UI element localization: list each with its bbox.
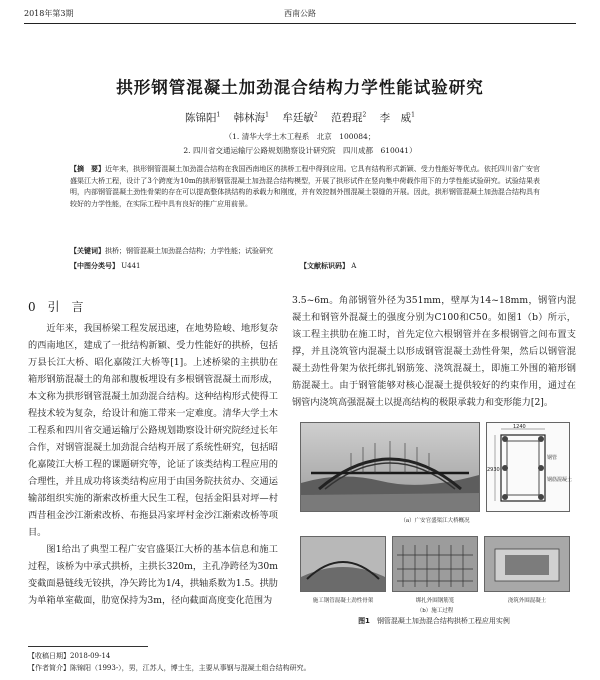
section-title: 引 言 [47,300,84,314]
abstract-text: 近年来，拱形钢管混凝土加劲混合结构在我国西南地区的拱桥工程中得到应用。它具有结构形式新颖、受力性能好等优点。依托四川省广安官盛渠江大桥工程，设计了3个跨度为10m的拱形钢管混凝土加劲混合结构模型，开展了拱形试件在竖向集中荷载作用下的力学性能试验研究。试验结果表明，内部钢管混凝土劲性骨架的存在可以提高整体拱结构的承载力和刚度，并有效控制外围混凝土裂缝的开展。因此，拱形钢管混凝土加劲混合结构具有较好的力学性能，在实际工程中具有良好的推广应用前景。 [70,165,541,208]
bridge-photo [300,422,480,512]
journal-name: 西南公路 [284,9,316,18]
section-width-label: 1240 [513,424,526,430]
subcaption-b3: 浇筑外围混凝土 [507,598,547,604]
section-number: 0 [28,300,36,314]
author: 牟廷敏$^2$ [282,111,318,124]
figure-caption [292,616,576,626]
construction-photo-1 [300,536,386,592]
body-column-left [28,320,278,609]
figure-number: 图1 [358,617,370,625]
author: 韩林海$^1$ [233,111,269,124]
author: 李 威$^1$ [379,111,415,124]
document-code: 【文献标识码】 A [300,262,357,270]
subcaption-b1: 施工钢管混凝土劲性骨架 [312,598,374,604]
tube-label: 钢管 [547,455,558,461]
subcaption-a: （a）广安官盛渠江大桥概况 [400,518,470,524]
keywords-text: 拱桥；钢管混凝土加劲混合结构；力学性能；试验研究 [105,247,273,255]
received-date: 【收稿日期】2018-09-14 [28,652,111,660]
author-bio: 【作者简介】陈锦阳（1993-），男，江苏人，博士生，主要从事钢与混凝土组合结构研究。 [28,664,311,672]
affiliation: 2. 四川省交通运输厅公路规划勘察设计研究院 四川成都 610041） [183,146,417,155]
paragraph: 3.5~6m。角部钢管外径为351mm，壁厚为14~18mm，钢管内混凝土和钢管外混凝土的强度分别为C100和C50。如图1（b）所示，该工程主拱肋在施工时，首先定位六根钢管并在多根钢管之间布置支撑，并且浇筑管内混凝土以形成钢管混凝土劲性骨架，然后以钢管混凝土劲性骨架为依托绑扎钢筋笼、浇筑混凝土，即施工外围的箱形钢筋混凝土。由于钢管能够对核心混凝土提供较好的约束作用，通过在钢管内浇筑高强混凝土以提高结构的极限承载力和变形能力[2]。 [292,295,576,408]
footnote-rule [28,646,148,647]
paragraph: 图1给出了典型工程广安官盛渠江大桥的基本信息和施工过程，该桥为中承式拱桥，主拱长320m，主孔净跨径为30m变截面悬链线无铰拱，净矢跨比为1/4，拱轴系数为1.5。拱肋为单箱单室截面，肋宽保持为3m，径向截面高度变化范围为 [28,544,278,606]
section-height-label: 2930 [487,467,500,473]
paragraph: 近年来，我国桥梁工程发展迅速，在地势险峻、地形复杂的西南地区，建成了一批结构新颖、受力性能好的拱桥，包括万县长江大桥、昭化嘉陵江大桥等[1]。上述桥梁的主拱肋在箱形钢筋混凝土的角部和腹板埋设有多根钢管混凝土而形成，本文称为拱形钢管混凝土加劲混合结构。这种结构形式使得工程技术较为复杂，给设计和施工带来一定难度。清华大学土木工程系和四川省交通运输厅公路规划勘察设计研究院经过长年合作，对钢管混凝土加劲混合结构开展了系统性研究，包括昭化嘉陵江大桥工程的课题研究等，论证了该类结构工程应用的合理性，并且成功将该类结构应用于由国务院扶贫办、交通运输部组织实施的渐索改桥重大民生工程，包括金阳县对坪—村西昔租金沙江渐索改桥、布拖县冯家坪村金沙江渐索改桥等项目。 [28,323,278,538]
author: 范碧琨$^2$ [331,111,367,124]
abstract [70,164,540,210]
abstract-label: 【摘 要】 [70,165,106,173]
figure-1 [292,418,576,624]
cross-section-drawing [486,422,573,512]
keywords [70,246,540,257]
author: 陈锦阳$^1$ [184,111,221,124]
header-rule [24,23,576,24]
running-header [24,8,576,22]
figure-caption-text: 钢管混凝土加劲混合结构拱桥工程应用实例 [376,617,510,625]
subcaption-b: （b）施工过程 [416,608,454,614]
concrete-label: 钢筋混凝土 [547,477,573,483]
construction-photo-3 [484,536,570,592]
body-column-right [292,292,576,411]
keywords-label: 【关键词】 [70,247,105,255]
section-heading [28,298,83,315]
clc-number: 【中图分类号】 U441 [70,262,141,270]
construction-photo-2 [392,536,478,592]
paper-title: 拱形钢管混凝土加劲混合结构力学性能试验研究 [116,78,484,97]
affiliation: （1. 清华大学土木工程系 北京 100084； [224,132,376,141]
subcaption-b2: 绑扎外围钢筋笼 [415,598,455,604]
classification [70,261,540,272]
author-list [24,110,576,125]
issue-label: 2018年第3期 [24,9,74,18]
